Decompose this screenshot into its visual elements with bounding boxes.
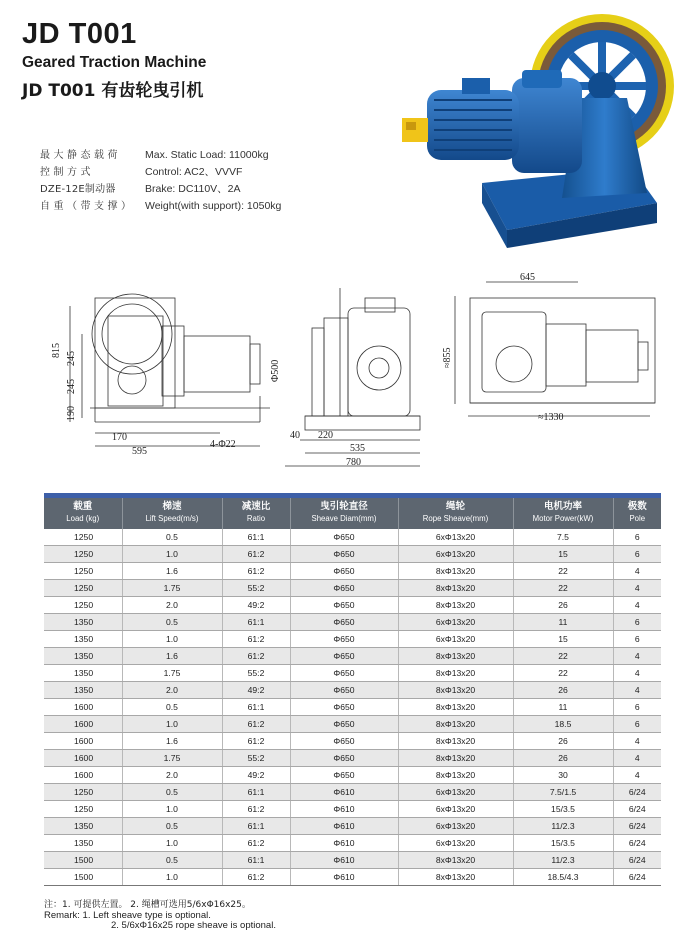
dim-500: Φ500 — [270, 359, 281, 382]
table-cell: 15/3.5 — [513, 801, 613, 818]
table-cell: Φ610 — [290, 818, 398, 835]
table-cell: 61:1 — [222, 614, 290, 631]
table-cell: 6/24 — [613, 869, 661, 886]
table-row — [44, 665, 661, 682]
spec-label: 控制方式 — [40, 167, 94, 178]
table-cell: 1.0 — [122, 869, 222, 886]
table-cell: 0.5 — [122, 784, 222, 801]
table-row — [44, 750, 661, 767]
table-cell: 1350 — [44, 818, 122, 835]
table-cell: Φ610 — [290, 869, 398, 886]
table-cell: Φ610 — [290, 852, 398, 869]
table-cell: 0.5 — [122, 852, 222, 869]
table-cell: 6/24 — [613, 801, 661, 818]
table-cell: 6 — [613, 716, 661, 733]
table-cell: 22 — [513, 563, 613, 580]
table-header-cell — [398, 498, 513, 529]
table-cell: 6 — [613, 529, 661, 546]
table-cell: 6xΦ13x20 — [398, 631, 513, 648]
table-cell: 4 — [613, 767, 661, 784]
table-cell: 11/2.3 — [513, 852, 613, 869]
table-cell: 6xΦ13x20 — [398, 614, 513, 631]
table-cell: 7.5 — [513, 529, 613, 546]
table-row — [44, 563, 661, 580]
table-cell: 1350 — [44, 614, 122, 631]
table-cell: 22 — [513, 665, 613, 682]
table-cell: 0.5 — [122, 818, 222, 835]
table-cell: Φ650 — [290, 648, 398, 665]
table-cell: 11/2.3 — [513, 818, 613, 835]
table-cell: 1.75 — [122, 580, 222, 597]
table-row — [44, 716, 661, 733]
dim-855: ≈855 — [442, 347, 453, 368]
dim-535: 535 — [350, 443, 365, 454]
table-cell: 8xΦ13x20 — [398, 750, 513, 767]
table-cell: 55:2 — [222, 580, 290, 597]
table-cell: 61:2 — [222, 648, 290, 665]
table-cell: 1.0 — [122, 716, 222, 733]
spec-table-wrapper — [44, 493, 661, 886]
table-cell: 1250 — [44, 597, 122, 614]
table-cell: 26 — [513, 733, 613, 750]
table-cell: Φ650 — [290, 665, 398, 682]
table-cell: 2.0 — [122, 682, 222, 699]
table-cell: 4 — [613, 597, 661, 614]
table-cell: 1250 — [44, 563, 122, 580]
spec-list — [40, 147, 281, 215]
table-cell: 1.0 — [122, 546, 222, 563]
table-cell: 7.5/1.5 — [513, 784, 613, 801]
table-cell: 61:2 — [222, 563, 290, 580]
table-cell: 1500 — [44, 852, 122, 869]
table-row — [44, 597, 661, 614]
table-row — [44, 852, 661, 869]
table-body — [44, 529, 661, 886]
table-cell: 0.5 — [122, 699, 222, 716]
side-view — [285, 288, 420, 466]
product-subtitle-cn: JD T001 有齿轮曳引机 — [22, 81, 204, 101]
table-cell: 26 — [513, 750, 613, 767]
table-cell: 1250 — [44, 801, 122, 818]
table-row — [44, 614, 661, 631]
table-cell: Φ650 — [290, 750, 398, 767]
table-cell: Φ650 — [290, 716, 398, 733]
table-cell: 61:1 — [222, 852, 290, 869]
table-cell: Φ650 — [290, 631, 398, 648]
table-cell: 61:1 — [222, 699, 290, 716]
table-cell: 1600 — [44, 716, 122, 733]
header-label-en: Rope Sheave(mm) — [422, 514, 489, 523]
table-cell: Φ650 — [290, 597, 398, 614]
dim-1330: ≈1330 — [538, 412, 564, 423]
front-view — [70, 294, 270, 446]
table-cell: 15 — [513, 546, 613, 563]
table-cell: Φ650 — [290, 529, 398, 546]
table-cell: 4 — [613, 648, 661, 665]
table-cell: Φ650 — [290, 580, 398, 597]
table-cell: 6xΦ13x20 — [398, 835, 513, 852]
table-cell: 30 — [513, 767, 613, 784]
table-cell: 6 — [613, 631, 661, 648]
table-header-cell — [513, 498, 613, 529]
table-cell: 15 — [513, 631, 613, 648]
table-cell: 1250 — [44, 580, 122, 597]
table-cell: 6 — [613, 699, 661, 716]
dim-645: 645 — [520, 272, 535, 283]
header-label-en: Motor Power(kW) — [532, 514, 594, 523]
table-cell: 6 — [613, 614, 661, 631]
table-cell: Φ650 — [290, 563, 398, 580]
header-label-cn: 极数 — [627, 501, 647, 512]
table-cell: 1250 — [44, 529, 122, 546]
dim-220: 220 — [318, 430, 333, 441]
dim-190: 190 — [66, 406, 77, 421]
product-subtitle-en: Geared Traction Machine — [22, 54, 207, 71]
header-label-en: Load (kg) — [66, 514, 100, 523]
spec-row-load — [40, 147, 281, 164]
table-cell: 1350 — [44, 682, 122, 699]
table-cell: 4 — [613, 563, 661, 580]
table-cell: 22 — [513, 580, 613, 597]
table-cell: 55:2 — [222, 665, 290, 682]
header-label-en: Sheave Diam(mm) — [311, 514, 377, 523]
table-row — [44, 529, 661, 546]
table-cell: 1600 — [44, 699, 122, 716]
table-cell: 8xΦ13x20 — [398, 580, 513, 597]
table-row — [44, 869, 661, 886]
table-header-cell — [122, 498, 222, 529]
table-cell: 1.0 — [122, 835, 222, 852]
table-cell: 8xΦ13x20 — [398, 648, 513, 665]
table-cell: 11 — [513, 614, 613, 631]
spec-table — [44, 493, 661, 886]
table-cell: 1350 — [44, 665, 122, 682]
table-cell: 2.0 — [122, 767, 222, 784]
table-cell: 55:2 — [222, 750, 290, 767]
table-cell: 1.0 — [122, 631, 222, 648]
table-cell: 0.5 — [122, 529, 222, 546]
table-cell: 4 — [613, 665, 661, 682]
remarks — [44, 900, 276, 932]
table-cell: Φ610 — [290, 835, 398, 852]
spec-label: DZE-12E制动器 — [40, 184, 116, 195]
table-cell: 1.6 — [122, 648, 222, 665]
dim-170: 170 — [112, 432, 127, 443]
spec-value: Brake: DC110V、2A — [145, 183, 241, 195]
table-cell: 49:2 — [222, 597, 290, 614]
table-cell: 1250 — [44, 784, 122, 801]
table-cell: 1600 — [44, 733, 122, 750]
dim-holes: 4-Φ22 — [210, 439, 236, 450]
table-cell: 8xΦ13x20 — [398, 767, 513, 784]
table-cell: 6/24 — [613, 835, 661, 852]
table-cell: 8xΦ13x20 — [398, 682, 513, 699]
spec-value: Max. Static Load: 11000kg — [145, 149, 269, 161]
table-cell: 6xΦ13x20 — [398, 784, 513, 801]
spec-value: Weight(with support): 1050kg — [145, 200, 282, 212]
table-row — [44, 835, 661, 852]
table-row — [44, 699, 661, 716]
table-header-cell — [222, 498, 290, 529]
table-cell: 22 — [513, 648, 613, 665]
table-cell: 6xΦ13x20 — [398, 546, 513, 563]
table-cell: 4 — [613, 580, 661, 597]
spec-value: Control: AC2、VVVF — [145, 166, 243, 178]
table-cell: 1600 — [44, 750, 122, 767]
table-cell: 61:1 — [222, 784, 290, 801]
table-cell: 26 — [513, 682, 613, 699]
table-cell: 8xΦ13x20 — [398, 852, 513, 869]
table-cell: 1250 — [44, 546, 122, 563]
table-cell: 1.6 — [122, 733, 222, 750]
table-cell: 1350 — [44, 648, 122, 665]
table-cell: 18.5/4.3 — [513, 869, 613, 886]
traction-machine-image — [372, 8, 692, 248]
table-cell: 6/24 — [613, 852, 661, 869]
table-cell: 61:2 — [222, 733, 290, 750]
table-cell: 1.0 — [122, 801, 222, 818]
table-row — [44, 682, 661, 699]
table-cell: 11 — [513, 699, 613, 716]
table-cell: 15/3.5 — [513, 835, 613, 852]
table-cell: 6xΦ13x20 — [398, 818, 513, 835]
table-cell: 49:2 — [222, 682, 290, 699]
table-cell: 61:2 — [222, 631, 290, 648]
table-cell: 8xΦ13x20 — [398, 597, 513, 614]
table-cell: 1.6 — [122, 563, 222, 580]
top-view — [455, 282, 655, 416]
table-cell: 4 — [613, 682, 661, 699]
spec-row-control — [40, 164, 281, 181]
header-label-cn: 梯速 — [162, 501, 182, 512]
table-cell: Φ650 — [290, 682, 398, 699]
table-cell: Φ650 — [290, 767, 398, 784]
table-cell: 1350 — [44, 631, 122, 648]
table-cell: 61:2 — [222, 546, 290, 563]
table-cell: 61:1 — [222, 818, 290, 835]
table-cell: Φ650 — [290, 614, 398, 631]
table-cell: 1.75 — [122, 750, 222, 767]
table-header-cell — [613, 498, 661, 529]
table-cell: 8xΦ13x20 — [398, 869, 513, 886]
spec-label: 最大静态载荷 — [40, 150, 121, 161]
table-cell: 2.0 — [122, 597, 222, 614]
table-cell: 8xΦ13x20 — [398, 563, 513, 580]
dim-815: 815 — [51, 343, 62, 358]
table-row — [44, 546, 661, 563]
table-row — [44, 767, 661, 784]
header-label-cn: 减速比 — [241, 501, 271, 512]
table-cell: 18.5 — [513, 716, 613, 733]
table-cell: Φ650 — [290, 699, 398, 716]
table-cell: 61:2 — [222, 869, 290, 886]
table-cell: 8xΦ13x20 — [398, 665, 513, 682]
spec-row-weight — [40, 198, 281, 215]
table-cell: 8xΦ13x20 — [398, 716, 513, 733]
table-cell: 6/24 — [613, 818, 661, 835]
table-header-cell — [290, 498, 398, 529]
product-title: JD T001 — [22, 18, 137, 50]
table-cell: 1500 — [44, 869, 122, 886]
table-cell: 1600 — [44, 767, 122, 784]
spec-row-brake — [40, 181, 281, 198]
table-row — [44, 801, 661, 818]
table-row — [44, 784, 661, 801]
table-cell: Φ650 — [290, 733, 398, 750]
header-label-cn: 曳引轮直径 — [320, 501, 368, 512]
table-cell: 4 — [613, 750, 661, 767]
remark-en-1: Remark: 1. Left sheave type is optional. — [44, 909, 211, 921]
table-row — [44, 580, 661, 597]
dim-40: 40 — [290, 430, 300, 441]
table-header-cell — [44, 498, 122, 529]
table-cell: 49:2 — [222, 767, 290, 784]
table-cell: 6 — [613, 546, 661, 563]
table-cell: 6/24 — [613, 784, 661, 801]
table-row — [44, 733, 661, 750]
dim-245-bottom: 245 — [66, 379, 77, 394]
table-header-row — [44, 498, 661, 529]
table-cell: 61:2 — [222, 835, 290, 852]
header-label-en: Lift Speed(m/s) — [145, 514, 199, 523]
table-cell: 8xΦ13x20 — [398, 733, 513, 750]
dimension-drawings — [50, 268, 670, 478]
dim-245-top: 245 — [66, 351, 77, 366]
table-cell: 0.5 — [122, 614, 222, 631]
table-cell: 4 — [613, 733, 661, 750]
table-cell: 1.75 — [122, 665, 222, 682]
header-label-en: Pole — [629, 514, 646, 523]
spec-label: 自重（带支撑） — [40, 201, 135, 212]
header-label-cn: 电机功率 — [543, 501, 582, 512]
header-label-cn: 载重 — [73, 501, 93, 512]
table-row — [44, 818, 661, 835]
table-cell: Φ610 — [290, 801, 398, 818]
table-cell: 61:1 — [222, 529, 290, 546]
table-cell: 61:2 — [222, 801, 290, 818]
header-label-cn: 绳轮 — [445, 501, 465, 512]
table-cell: 26 — [513, 597, 613, 614]
table-row — [44, 648, 661, 665]
table-cell: Φ610 — [290, 784, 398, 801]
table-cell: 61:2 — [222, 716, 290, 733]
table-cell: 8xΦ13x20 — [398, 699, 513, 716]
table-cell: 1350 — [44, 835, 122, 852]
table-row — [44, 631, 661, 648]
remark-en-2: 2. 5/6xΦ16x25 rope sheave is optional. — [111, 920, 276, 931]
table-cell: 6xΦ13x20 — [398, 529, 513, 546]
dim-595: 595 — [132, 446, 147, 457]
remark-cn: 注：1. 可提供左置。 2. 绳槽可选用5/6xΦ16x25。 — [44, 900, 251, 910]
dim-780: 780 — [346, 457, 361, 468]
header-label-en: Ratio — [246, 514, 266, 523]
table-cell: Φ650 — [290, 546, 398, 563]
table-cell: 6xΦ13x20 — [398, 801, 513, 818]
